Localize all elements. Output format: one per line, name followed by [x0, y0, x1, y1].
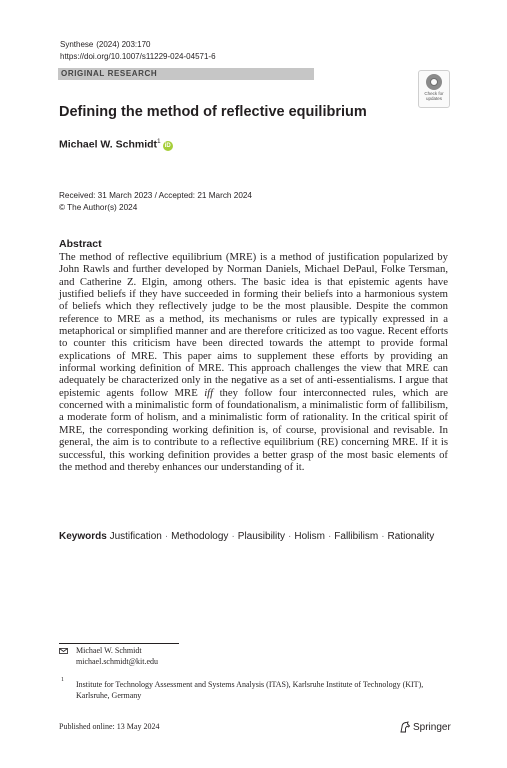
keywords-heading: Keywords — [59, 531, 107, 542]
springer-horse-icon — [399, 721, 411, 733]
keyword-item: Rationality — [387, 531, 435, 542]
keywords-line — [59, 530, 448, 544]
author-line — [59, 138, 173, 151]
abstract-body: The method of reflective equilibrium (MRE) is a method of justification popularized by John Rawls and further developed by Norman Daniels, Michael DePaul, Folke Tersman, and Catherine Z. Elgin, among others. The basic idea is that epistemic agents have justified beliefs if they have succeeded in forming their beliefs into a harmonious system of beliefs which they reflectively judge to be the most plausible. Despite the common reference to MRE as a method, its mechanisms or rules are typically expressed in a metaphorical or simplified manner and are therefore criticized as too vague. Recent efforts to counter this criticism have been directed towards the attempt to provide formal explications of MRE. This paper aims to supplement these efforts by providing an informal working definition of MRE. This approach challenges the view that MRE can adequately be characterized only in the negative as a set of anti-essentialisms. I argue that epistemic agents follow MRE iff they follow four interconnected rules, which are concerned with a minimalistic form of foundationalism, a minimalistic form of fallibilism, a moderate form of holism, and a minimalistic form of rationality. In the critical spirit of MRE, the corresponding working definition is, of course, provisional and revisable. In general, the aim is to contribute to a reflective equilibrium (RE) concerning MRE. If it is successful, this working definition provides a better grasp of the most basic elements of the method and thereby enhances our understanding of it. — [59, 251, 448, 473]
springer-wordmark: Springer — [413, 722, 451, 733]
springer-logo — [399, 721, 451, 733]
keyword-separator: · — [231, 531, 235, 542]
keyword-separator: · — [288, 531, 292, 542]
keyword-item: Justification — [109, 531, 162, 542]
article-type-bar — [58, 68, 314, 80]
author-name: Michael W. Schmidt — [59, 138, 158, 151]
journal-citation-line — [60, 40, 151, 49]
corresponding-author-email[interactable]: michael.schmidt@kit.edu — [76, 657, 159, 666]
article-type-label: ORIGINAL RESEARCH — [61, 69, 158, 78]
crossmark-badge[interactable] — [418, 70, 450, 108]
envelope-icon — [59, 648, 68, 654]
author-affiliation-marker: 1 — [157, 138, 161, 145]
abstract-heading: Abstract — [59, 238, 102, 250]
keyword-item: Methodology — [171, 531, 229, 542]
doi-link[interactable]: https://doi.org/10.1007/s11229-024-04571-6 — [60, 52, 216, 61]
journal-name: Synthese — [60, 40, 94, 49]
affiliation-number: 1 — [61, 677, 64, 683]
copyright-notice: © The Author(s) 2024 — [59, 203, 138, 212]
keyword-separator: · — [164, 531, 169, 542]
corresponding-author-name: Michael W. Schmidt — [76, 646, 142, 655]
keyword-separator: · — [381, 531, 385, 542]
crossmark-icon — [426, 74, 442, 90]
footnote-rule — [59, 643, 179, 644]
article-title: Defining the method of reflective equilibrium — [59, 104, 367, 120]
orcid-icon[interactable]: iD — [164, 142, 171, 149]
volume-citation: (2024) 203:170 — [96, 40, 151, 49]
published-online-date: Published online: 13 May 2024 — [59, 722, 160, 731]
received-accepted-dates: Received: 31 March 2023 / Accepted: 21 March 2024 — [59, 191, 252, 200]
keywords-list — [110, 531, 435, 542]
crossmark-text-1: Check for — [424, 91, 444, 96]
keyword-item: Plausibility — [237, 531, 286, 542]
keyword-separator: · — [327, 531, 332, 542]
crossmark-text-2: updates — [425, 96, 442, 101]
keyword-item: Holism — [294, 531, 325, 542]
keyword-item: Fallibilism — [334, 531, 379, 542]
affiliation-text: Institute for Technology Assessment and Systems Analysis (ITAS), Karlsruhe Institute of Technology (KIT), Karlsruhe, Germany — [76, 680, 424, 700]
